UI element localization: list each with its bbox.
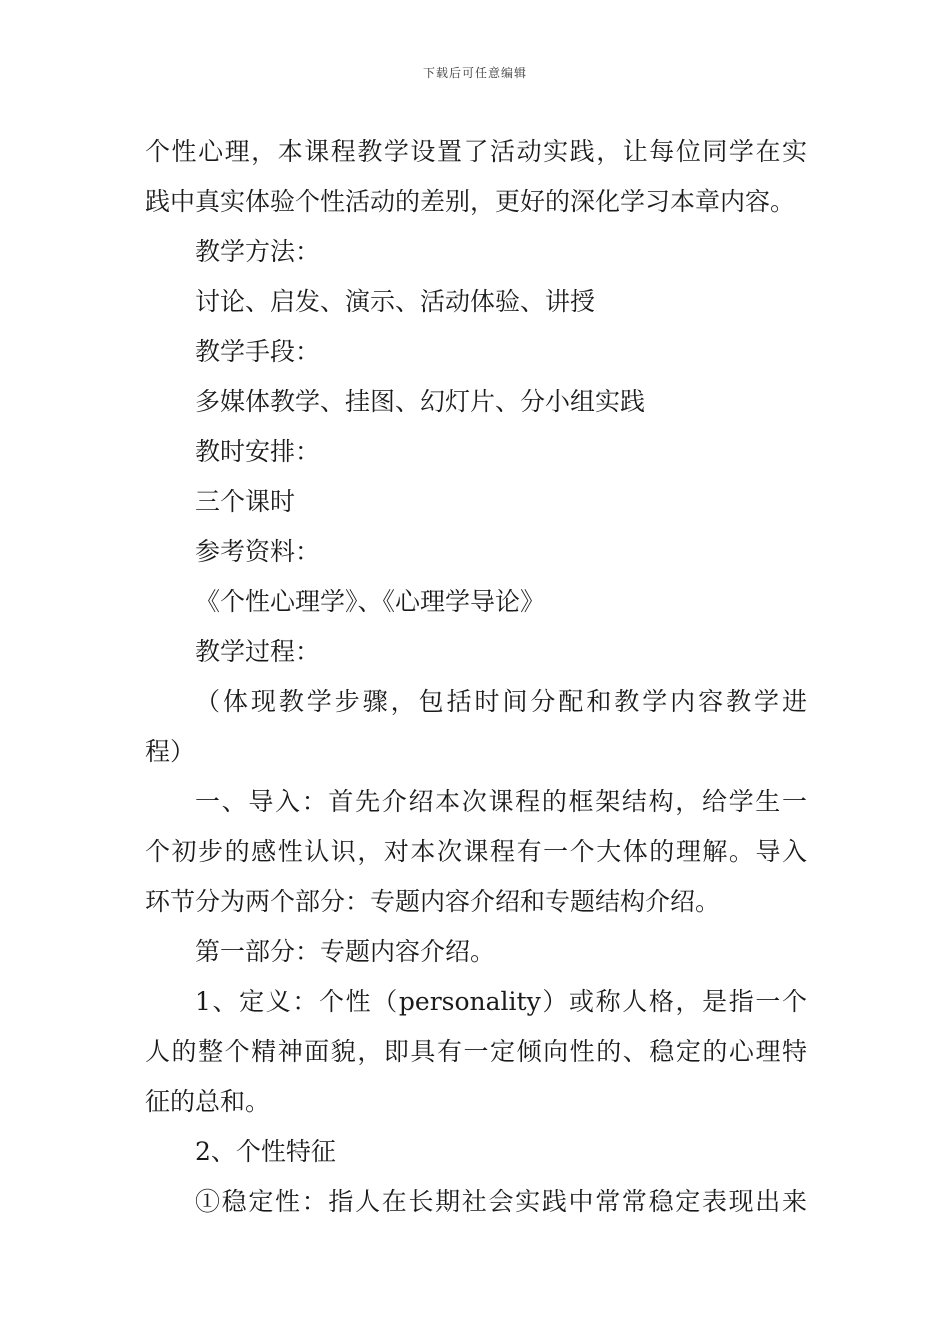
page-header: 下载后可任意编辑	[422, 66, 527, 80]
text-line: 环节分为两个部分：专题内容介绍和专题结构介绍。	[145, 887, 721, 916]
text-line: 《个性心理学》、《心理学导论》	[195, 587, 546, 616]
text-line: 人的整个精神面貌，即具有一定倾向性的、稳定的心理特	[145, 1037, 807, 1066]
text-line: 程）	[145, 737, 196, 766]
document-body	[145, 127, 807, 1227]
section-label-schedule	[145, 427, 807, 477]
paragraph	[145, 127, 807, 227]
paragraph	[145, 927, 807, 977]
paragraph	[145, 1127, 807, 1177]
section-label-references	[145, 527, 807, 577]
text-line: （体现教学步骤，包括时间分配和教学内容教学进	[195, 687, 807, 716]
text-line: 个性心理，本课程教学设置了活动实践，让每位同学在实	[145, 137, 807, 166]
text-line: 三个课时	[195, 487, 296, 516]
text-line: 征的总和。	[145, 1087, 271, 1116]
paragraph	[145, 677, 807, 777]
paragraph	[145, 477, 807, 527]
text-line: 参考资料：	[195, 537, 321, 566]
text-line: ①稳定性：指人在长期社会实践中常常稳定表现出来	[195, 1187, 807, 1216]
text-line: 教学方法：	[195, 237, 321, 266]
text-line: 教学手段：	[195, 337, 321, 366]
paragraph	[145, 1177, 807, 1227]
paragraph	[145, 277, 807, 327]
paragraph	[145, 977, 807, 1127]
paragraph	[145, 777, 807, 927]
text-line: 个初步的感性认识，对本次课程有一个大体的理解。导入	[145, 837, 807, 866]
text-line: 第一部分：专题内容介绍。	[195, 937, 496, 966]
text-line: 教学过程：	[195, 637, 321, 666]
section-label-teaching-process	[145, 627, 807, 677]
section-label-teaching-method	[145, 227, 807, 277]
text-line: 1、定义：个性（personality）或称人格，是指一个	[195, 987, 807, 1016]
section-label-teaching-means	[145, 327, 807, 377]
paragraph	[145, 377, 807, 427]
paragraph	[145, 577, 807, 627]
text-line: 多媒体教学、挂图、幻灯片、分小组实践	[195, 387, 646, 416]
text-line: 践中真实体验个性活动的差别，更好的深化学习本章内容。	[145, 187, 796, 216]
text-line: 教时安排：	[195, 437, 321, 466]
text-line: 一、导入：首先介绍本次课程的框架结构，给学生一	[195, 787, 807, 816]
text-line: 2、个性特征	[195, 1137, 336, 1166]
text-line: 讨论、启发、演示、活动体验、讲授	[195, 287, 596, 316]
